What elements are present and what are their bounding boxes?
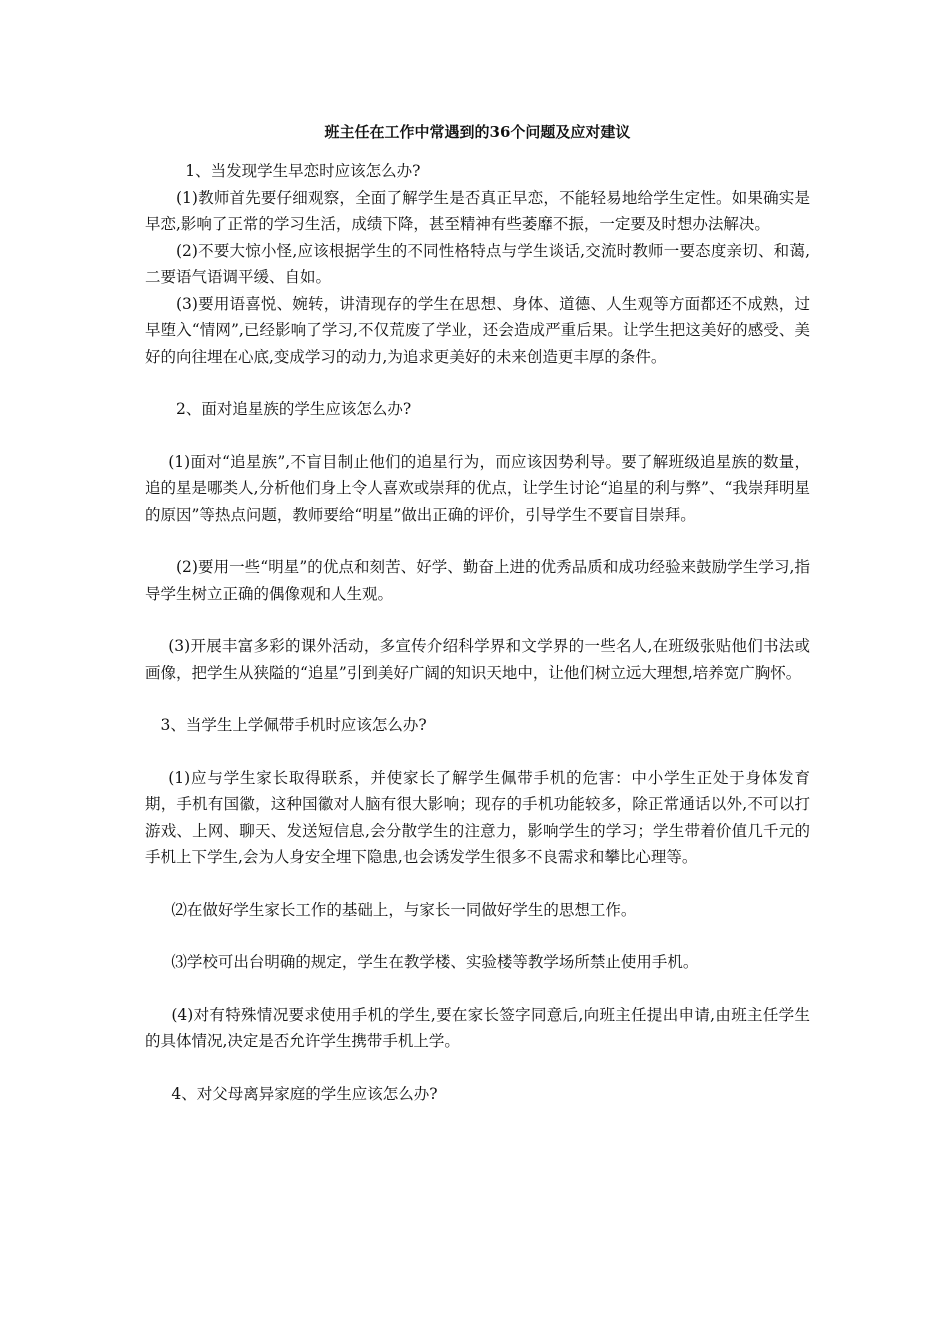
document-body — [145, 158, 810, 1107]
paragraph: 3、当学生上学佩带手机时应该怎么办? — [160, 716, 427, 734]
paragraph: (2)不要大惊小怪,应该根据学生的不同性格特点与学生谈话,交流时教师一要态度亲切、和蔼,二要语气语调平缓、自如。 — [145, 241, 810, 286]
document-title: 班主任在工作中常遇到的36个问题及应对建议 — [324, 123, 631, 141]
paragraph: (3)要用语喜悦、婉转，讲清现存的学生在思想、身体、道德、人生观等方面都还不成熟，过早堕入“情网”,已经影响了学习,不仅荒废了学业，还会造成严重后果。让学生把这美好的感受、美好的向往埋在心底,变成学习的动力,为追求更美好的未来创造更丰厚的条件。 — [145, 294, 810, 366]
document-page — [145, 120, 810, 1107]
paragraph: (4)对有特殊情况要求使用手机的学生,要在家长签字同意后,向班主任提出申请,由班主任学生的具体情况,决定是否允许学生携带手机上学。 — [145, 1005, 810, 1050]
paragraph: 2、面对追星族的学生应该怎么办? — [176, 400, 412, 418]
paragraph: ⑶学校可出台明确的规定，学生在教学楼、实验楼等教学场所禁止使用手机。 — [171, 953, 699, 971]
paragraph: 1、当发现学生早恋时应该怎么办? — [185, 162, 421, 180]
paragraph: 4、对父母离异家庭的学生应该怎么办? — [171, 1084, 438, 1103]
paragraph: ⑵在做好学生家长工作的基础上，与家长一同做好学生的思想工作。 — [171, 900, 637, 919]
paragraph: (3)开展丰富多彩的课外活动，多宣传介绍科学界和文学界的一些名人,在班级张贴他们书法或画像，把学生从狭隘的“追星”引到美好广阔的知识天地中，让他们树立远大理想,培养宽广胸怀。 — [145, 637, 810, 682]
paragraph: (1)应与学生家长取得联系，并使家长了解学生佩带手机的危害：中小学生正处于身体发育期，手机有国徽，这种国徽对人脑有很大影响；现存的手机功能较多，除正常通话以外,不可以打游戏、上网、聊天、发送短信息,会分散学生的注意力，影响学生的学习；学生带着价值几千元的手机上下学生,会为人身安全埋下隐患,也会诱发学生很多不良需求和攀比心理等。 — [145, 768, 810, 866]
paragraph: (1)面对“追星族”,不盲目制止他们的追星行为，而应该因势利导。要了解班级追星族的数量，追的星是哪类人,分析他们身上令人喜欢或崇拜的优点，让学生讨论“追星的利与弊”、“我崇拜明星的原因”等热点问题，教师要给“明星”做出正确的评价，引导学生不要盲目崇拜。 — [145, 452, 810, 524]
paragraph: (1)教师首先要仔细观察，全面了解学生是否真正早恋，不能轻易地给学生定性。如果确实是早恋,影响了正常的学习生活，成绩下降，甚至精神有些萎靡不振，一定要及时想办法解决。 — [145, 188, 810, 233]
paragraph: (2)要用一些“明星”的优点和刻苦、好学、勤奋上进的优秀品质和成功经验来鼓励学生学习,指导学生树立正确的偶像观和人生观。 — [145, 558, 810, 603]
